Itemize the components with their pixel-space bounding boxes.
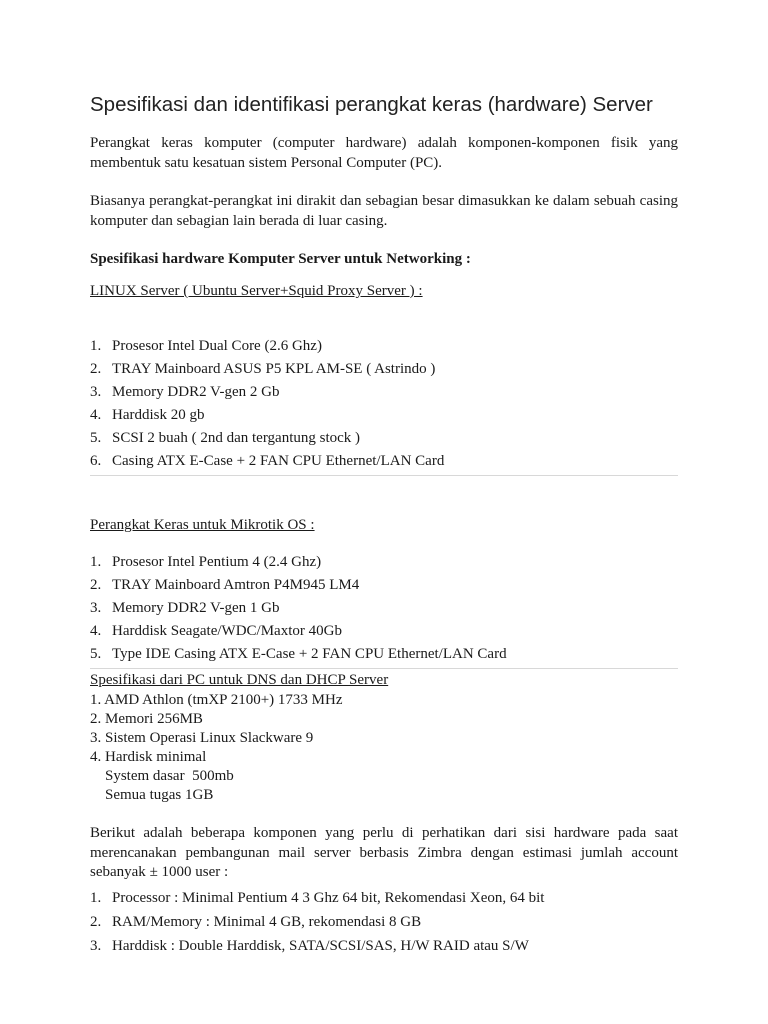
dns-heading: Spesifikasi dari PC untuk DNS dan DHCP Server [90, 672, 389, 688]
item-text: Harddisk Seagate/WDC/Maxtor 40Gb [112, 623, 342, 639]
item-text: Prosesor Intel Pentium 4 (2.4 Ghz) [112, 554, 322, 570]
list-item: 1. AMD Athlon (tmXP 2100+) 1733 MHz [90, 692, 343, 708]
linux-list [90, 337, 678, 471]
list-item [90, 360, 678, 379]
list-item [90, 622, 678, 641]
item-text: TRAY Mainboard Amtron P4M945 LM4 [112, 577, 360, 593]
item-number: 5. [90, 430, 102, 446]
list-item [90, 645, 678, 664]
item-number: 2. [90, 913, 102, 930]
dns-list [90, 691, 678, 805]
list-item [90, 913, 678, 932]
divider [90, 668, 678, 669]
item-number: 3. [90, 937, 102, 954]
linux-heading: LINUX Server ( Ubuntu Server+Squid Proxy Server ) : [90, 283, 423, 299]
zimbra-paragraph [90, 824, 678, 883]
item-text: Memory DDR2 V-gen 2 Gb [112, 384, 280, 400]
mikrotik-list [90, 553, 678, 664]
list-item: 4. Hardisk minimal [90, 749, 207, 765]
intro-paragraph-1: Perangkat keras komputer (computer hardware) adalah komponen-komponen fisik yang membentuk satu kesatuan sistem Personal Computer (PC). [90, 135, 678, 171]
item-number: 1. [90, 554, 102, 570]
item-number: 6. [90, 453, 102, 469]
item-text: Type IDE Casing ATX E-Case + 2 FAN CPU Ethernet/LAN Card [112, 646, 507, 662]
item-number: 1. [90, 338, 102, 354]
item-number: 4. [90, 407, 102, 423]
paragraph-line: merencanakan pembangunan mail server berbasis Zimbra dengan estimasi jumlah account sebanyak [90, 844, 678, 880]
item-number: 5. [90, 646, 102, 662]
list-item [90, 406, 678, 425]
list-subitem: Semua tugas 1GB [90, 787, 214, 803]
item-number: 3. [90, 600, 102, 616]
item-number: 3. [90, 384, 102, 400]
item-text: Prosesor Intel Dual Core (2.6 Ghz) [112, 338, 322, 354]
intro-paragraph-2: Biasanya perangkat-perangkat ini dirakit dan sebagian besar dimasukkan ke dalam sebuah casing komputer dan sebagian lain berada di luar casing. [90, 193, 678, 229]
list-item [90, 383, 678, 402]
item-text: TRAY Mainboard ASUS P5 KPL AM-SE ( Astrindo ) [112, 361, 436, 377]
list-item: 3. Sistem Operasi Linux Slackware 9 [90, 730, 314, 746]
list-item [90, 429, 678, 448]
list-item [90, 337, 678, 356]
list-item: 2. Memori 256MB [90, 711, 203, 727]
list-item [90, 576, 678, 595]
page-title: Spesifikasi dan identifikasi perangkat keras (hardware) Server [90, 93, 653, 116]
section-heading: Spesifikasi hardware Komputer Server untuk Networking : [90, 251, 471, 267]
list-subitem: System dasar 500mb [90, 768, 234, 784]
item-number: 2. [90, 577, 102, 593]
mikrotik-heading: Perangkat Keras untuk Mikrotik OS : [90, 517, 315, 533]
item-text: Harddisk 20 gb [112, 407, 205, 423]
item-number: 4. [90, 623, 102, 639]
list-item [90, 553, 678, 572]
item-text: Casing ATX E-Case + 2 FAN CPU Ethernet/LAN Card [112, 453, 445, 469]
list-item [90, 937, 678, 956]
document-page [90, 93, 678, 960]
list-item [90, 452, 678, 471]
item-number: 2. [90, 361, 102, 377]
item-text: Memory DDR2 V-gen 1 Gb [112, 600, 280, 616]
item-text: Harddisk : Double Harddisk, SATA/SCSI/SAS, H/W RAID atau S/W [112, 937, 529, 954]
list-item [90, 599, 678, 618]
paragraph-line: Berikut adalah beberapa komponen yang perlu di perhatikan dari sisi hardware pada saat [90, 825, 678, 841]
item-text: RAM/Memory : Minimal 4 GB, rekomendasi 8 GB [112, 913, 422, 930]
list-item [90, 889, 678, 908]
paragraph-line: ± 1000 user : [149, 864, 229, 880]
item-text: Processor : Minimal Pentium 4 3 Ghz 64 bit, Rekomendasi Xeon, 64 bit [112, 889, 545, 906]
zimbra-list [90, 889, 678, 956]
item-text: SCSI 2 buah ( 2nd dan tergantung stock ) [112, 430, 361, 446]
divider [90, 475, 678, 476]
item-number: 1. [90, 889, 102, 906]
